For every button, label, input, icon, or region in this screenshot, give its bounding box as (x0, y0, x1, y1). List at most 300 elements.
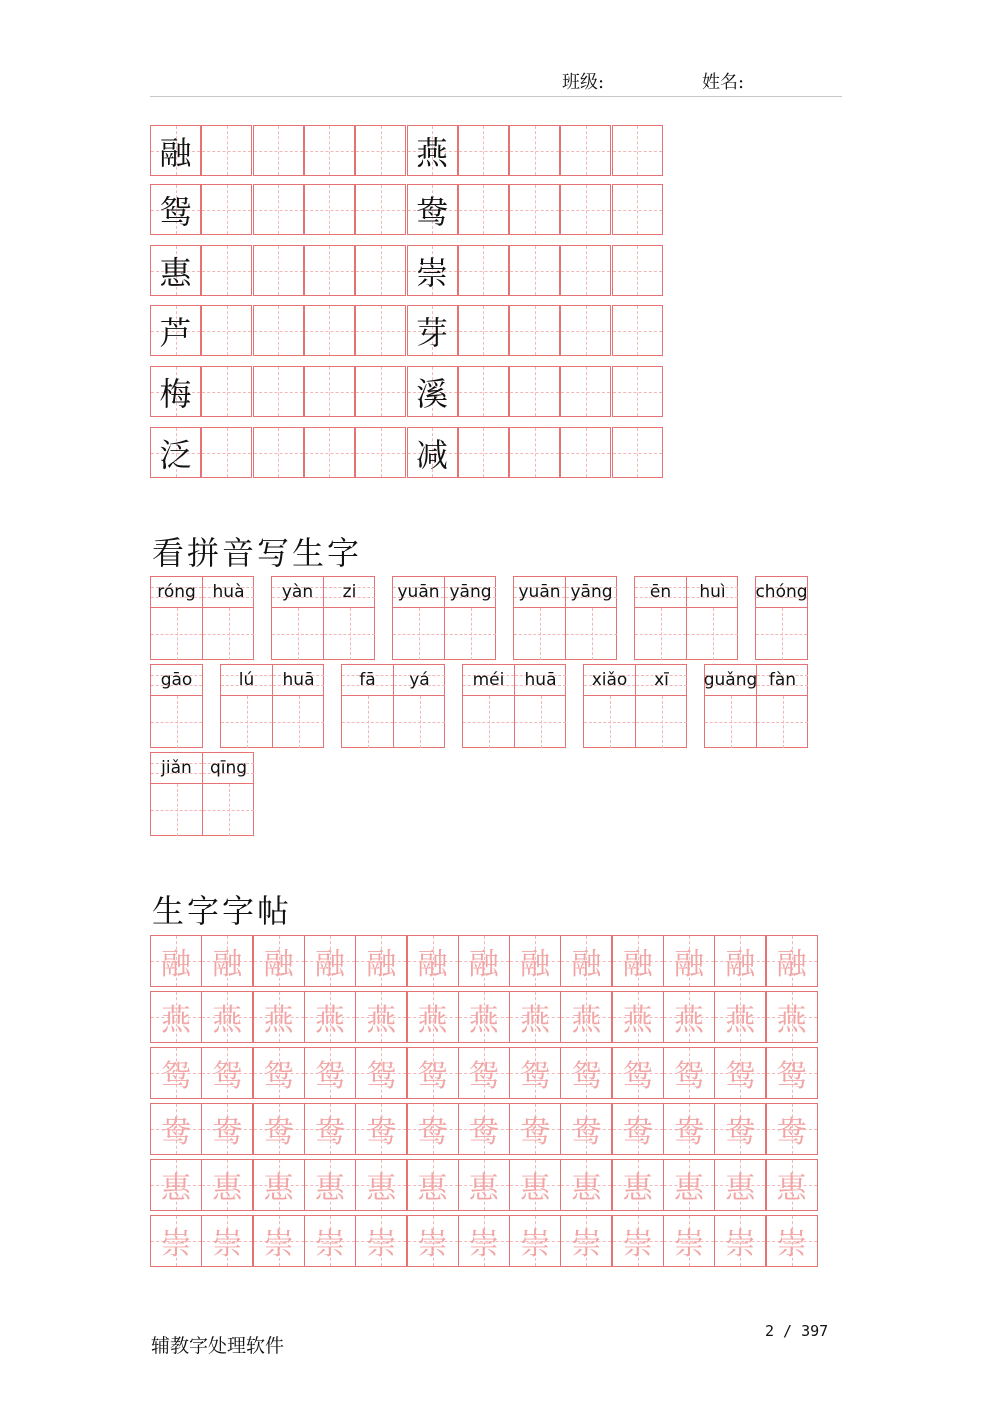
tracing-character: 鸯 (468, 1115, 499, 1150)
pinyin-group (392, 576, 496, 660)
tracing-character: 鸳 (263, 1059, 294, 1094)
writing-cell[interactable] (253, 184, 304, 235)
writing-cell[interactable] (355, 184, 406, 235)
tracing-cell[interactable] (612, 1159, 664, 1211)
pinyin-syllable: yuān (518, 582, 561, 602)
pinyin-group (704, 664, 808, 748)
tracing-character: 融 (520, 947, 551, 982)
grid-row (150, 305, 663, 356)
tracing-character: 鸯 (212, 1115, 243, 1150)
writing-cell[interactable] (560, 427, 611, 478)
tracing-character: 鸯 (417, 1115, 448, 1150)
tracing-cell[interactable] (458, 935, 510, 987)
answer-writing-cell[interactable] (566, 607, 617, 660)
pinyin-unit (202, 577, 254, 659)
tracing-character: 鸯 (776, 1115, 807, 1150)
tracing-cell[interactable] (509, 1103, 561, 1155)
model-character: 崇 (415, 253, 448, 292)
tracing-row (150, 1103, 817, 1155)
pinyin-section-title: 看拼音写生字 (152, 534, 363, 572)
tracing-character: 惠 (212, 1171, 243, 1206)
writing-cell[interactable] (458, 245, 509, 296)
tracing-character: 惠 (314, 1171, 345, 1206)
model-character: 芽 (415, 313, 448, 352)
tracing-cell[interactable] (201, 1047, 253, 1099)
tracing-cell[interactable] (766, 1103, 818, 1155)
tracing-cell[interactable] (612, 1215, 664, 1267)
writing-cell[interactable] (253, 125, 304, 176)
tracing-cell[interactable] (663, 991, 715, 1043)
pinyin-unit (272, 665, 324, 747)
pinyin-syllable: jiǎn (161, 758, 192, 778)
tracing-cell[interactable] (407, 1047, 459, 1099)
writing-cell[interactable] (560, 245, 611, 296)
tracing-character: 鸳 (776, 1059, 807, 1094)
tracing-row (150, 1215, 817, 1267)
tracing-character: 崇 (776, 1227, 807, 1262)
model-character-cell (150, 184, 201, 235)
tracing-character: 崇 (725, 1227, 756, 1262)
model-character: 减 (415, 435, 448, 474)
pinyin-unit (151, 753, 202, 835)
writing-cell[interactable] (612, 245, 663, 296)
pinyin-unit (272, 577, 323, 659)
pinyin-group (634, 576, 738, 660)
tracing-cell[interactable] (458, 1215, 510, 1267)
tracing-cell[interactable] (458, 1103, 510, 1155)
tracing-character: 融 (674, 947, 704, 982)
tracing-character: 惠 (366, 1171, 397, 1206)
model-character-cell (150, 305, 201, 356)
tracing-cell[interactable] (201, 1103, 253, 1155)
writing-cell[interactable] (304, 427, 355, 478)
tracing-cell[interactable] (355, 1159, 407, 1211)
tracing-character: 燕 (776, 1003, 807, 1038)
tracing-character: 融 (468, 947, 499, 982)
pinyin-unit (756, 665, 808, 747)
tracing-cell[interactable] (201, 991, 253, 1043)
pinyin-syllable: huì (699, 582, 726, 602)
tracing-character: 鸯 (263, 1115, 294, 1150)
tracing-cell[interactable] (253, 1159, 305, 1211)
pinyin-group (583, 664, 687, 748)
writing-cell[interactable] (509, 184, 560, 235)
tracing-character: 鸳 (161, 1059, 191, 1094)
model-character-cell (150, 245, 201, 296)
tracing-character: 鸯 (314, 1115, 345, 1150)
tracing-cell[interactable] (509, 1215, 561, 1267)
answer-writing-cell[interactable] (151, 783, 202, 836)
writing-cell[interactable] (612, 305, 663, 356)
tracing-character: 鸳 (212, 1059, 243, 1094)
writing-cell[interactable] (253, 427, 304, 478)
tracing-cell[interactable] (355, 1047, 407, 1099)
tracing-character: 鸯 (674, 1115, 704, 1150)
writing-cell[interactable] (560, 305, 611, 356)
writing-cell[interactable] (304, 184, 355, 235)
pinyin-unit (323, 577, 375, 659)
pinyin-unit (151, 665, 202, 747)
tracing-character: 崇 (366, 1227, 397, 1262)
pinyin-unit (635, 665, 687, 747)
tracing-cell[interactable] (150, 991, 202, 1043)
writing-cell[interactable] (612, 184, 663, 235)
pinyin-syllable: huà (212, 582, 245, 602)
tracing-character: 融 (417, 947, 448, 982)
tracing-character: 鸳 (622, 1059, 653, 1094)
tracing-character: 惠 (571, 1171, 602, 1206)
tracing-character: 燕 (314, 1003, 345, 1038)
tracing-character: 鸳 (314, 1059, 345, 1094)
tracing-cell[interactable] (355, 1103, 407, 1155)
answer-writing-cell[interactable] (151, 607, 202, 660)
tracing-cell[interactable] (560, 1215, 612, 1267)
tracing-cell[interactable] (766, 991, 818, 1043)
tracing-character: 鸯 (161, 1115, 191, 1150)
tracing-cell[interactable] (714, 1159, 766, 1211)
name-label: 姓名: (702, 72, 745, 93)
tracing-character: 燕 (622, 1003, 653, 1038)
tracing-character: 燕 (366, 1003, 397, 1038)
pinyin-syllable: guǎng (703, 670, 758, 690)
pinyin-syllable: fā (359, 670, 376, 690)
tracing-cell[interactable] (663, 935, 715, 987)
model-character-cell (150, 427, 201, 478)
writing-cell[interactable] (355, 366, 406, 417)
writing-cell[interactable] (304, 245, 355, 296)
pinyin-unit (202, 753, 254, 835)
writing-cell[interactable] (560, 366, 611, 417)
model-character: 鸯 (415, 192, 448, 231)
copybook-section-title: 生字字帖 (152, 892, 293, 930)
tracing-cell[interactable] (663, 1215, 715, 1267)
tracing-cell[interactable] (714, 1215, 766, 1267)
pinyin-syllable: ēn (649, 582, 672, 602)
tracing-cell[interactable] (355, 991, 407, 1043)
tracing-character: 鸯 (622, 1115, 653, 1150)
tracing-character: 鸳 (468, 1059, 499, 1094)
tracing-cell[interactable] (663, 1047, 715, 1099)
tracing-cell[interactable] (201, 1215, 253, 1267)
writing-cell[interactable] (201, 245, 252, 296)
tracing-cell[interactable] (714, 991, 766, 1043)
tracing-character: 鸯 (725, 1115, 756, 1150)
tracing-character: 融 (622, 947, 653, 982)
pinyin-syllable: xiǎo (591, 670, 628, 690)
writing-cell[interactable] (355, 125, 406, 176)
tracing-character: 燕 (571, 1003, 602, 1038)
tracing-character: 燕 (674, 1003, 704, 1038)
tracing-cell[interactable] (663, 1103, 715, 1155)
tracing-cell[interactable] (612, 935, 664, 987)
pinyin-unit (393, 577, 444, 659)
tracing-character: 融 (725, 947, 756, 982)
pinyin-syllable: yāng (570, 582, 613, 602)
tracing-character: 崇 (263, 1227, 294, 1262)
writing-cell[interactable] (355, 305, 406, 356)
answer-writing-cell[interactable] (151, 695, 202, 748)
tracing-cell[interactable] (612, 1047, 664, 1099)
tracing-cell[interactable] (560, 1103, 612, 1155)
tracing-character: 惠 (161, 1171, 191, 1206)
writing-cell[interactable] (355, 245, 406, 296)
tracing-cell[interactable] (355, 935, 407, 987)
pinyin-unit (393, 665, 445, 747)
model-character: 泛 (159, 435, 192, 474)
tracing-cell[interactable] (407, 935, 459, 987)
tracing-character: 惠 (725, 1171, 756, 1206)
tracing-cell[interactable] (201, 935, 253, 987)
tracing-character: 崇 (571, 1227, 602, 1262)
tracing-character: 惠 (776, 1171, 807, 1206)
pinyin-syllable: huā (282, 670, 315, 690)
grid-row (150, 366, 663, 417)
tracing-cell[interactable] (663, 1159, 715, 1211)
pinyin-syllable: fàn (768, 670, 797, 690)
tracing-cell[interactable] (304, 935, 356, 987)
model-character-cell (150, 366, 201, 417)
answer-writing-cell[interactable] (463, 695, 514, 748)
tracing-cell[interactable] (714, 935, 766, 987)
tracing-cell[interactable] (766, 935, 818, 987)
pinyin-unit (756, 577, 807, 659)
tracing-character: 融 (314, 947, 345, 982)
tracing-cell[interactable] (458, 991, 510, 1043)
tracing-cell[interactable] (304, 1047, 356, 1099)
writing-cell[interactable] (201, 427, 252, 478)
answer-writing-cell[interactable] (757, 695, 808, 748)
answer-writing-cell[interactable] (635, 607, 686, 660)
pinyin-syllable: chóng (755, 582, 808, 602)
tracing-character: 鸯 (520, 1115, 551, 1150)
tracing-cell[interactable] (560, 935, 612, 987)
tracing-cell[interactable] (612, 991, 664, 1043)
pinyin-unit (635, 577, 686, 659)
writing-cell[interactable] (458, 125, 509, 176)
writing-cell[interactable] (509, 125, 560, 176)
pinyin-unit (221, 665, 272, 747)
writing-cell[interactable] (509, 245, 560, 296)
tracing-cell[interactable] (150, 935, 202, 987)
pinyin-group (220, 664, 324, 748)
answer-writing-cell[interactable] (272, 607, 323, 660)
writing-cell[interactable] (458, 184, 509, 235)
tracing-cell[interactable] (304, 1215, 356, 1267)
tracing-cell[interactable] (458, 1047, 510, 1099)
pinyin-syllable: yuān (397, 582, 440, 602)
tracing-cell[interactable] (458, 1159, 510, 1211)
answer-writing-cell[interactable] (514, 607, 565, 660)
tracing-cell[interactable] (407, 1215, 459, 1267)
tracing-cell[interactable] (253, 1103, 305, 1155)
tracing-character: 惠 (263, 1171, 294, 1206)
tracing-cell[interactable] (560, 991, 612, 1043)
pinyin-syllable: róng (157, 582, 196, 602)
answer-writing-cell[interactable] (221, 695, 272, 748)
tracing-cell[interactable] (766, 1159, 818, 1211)
pinyin-unit (463, 665, 514, 747)
answer-writing-cell[interactable] (203, 607, 254, 660)
grid-row (150, 184, 663, 235)
answer-writing-cell[interactable] (393, 607, 444, 660)
tracing-character: 鸳 (725, 1059, 756, 1094)
tracing-cell[interactable] (355, 1215, 407, 1267)
answer-writing-cell[interactable] (705, 695, 756, 748)
model-character: 鸳 (159, 192, 192, 231)
writing-cell[interactable] (201, 184, 252, 235)
tracing-character: 惠 (468, 1171, 499, 1206)
model-character: 芦 (159, 313, 192, 352)
tracing-cell[interactable] (509, 1047, 561, 1099)
grid-row (150, 427, 663, 478)
tracing-cell[interactable] (612, 1103, 664, 1155)
pinyin-unit (705, 665, 756, 747)
worksheet-header (150, 62, 842, 97)
writing-cell[interactable] (253, 366, 304, 417)
tracing-cell[interactable] (150, 1215, 202, 1267)
pinyin-syllable: lú (238, 670, 255, 690)
grid-row (150, 245, 663, 296)
page-number: 2 / 397 (765, 1322, 829, 1340)
pinyin-syllable: huā (524, 670, 557, 690)
tracing-cell[interactable] (509, 991, 561, 1043)
tracing-character: 燕 (263, 1003, 294, 1038)
model-character-cell (150, 125, 201, 176)
tracing-character: 崇 (622, 1227, 653, 1262)
writing-cell[interactable] (355, 427, 406, 478)
tracing-character: 崇 (674, 1227, 704, 1262)
tracing-cell[interactable] (509, 935, 561, 987)
model-character: 燕 (415, 133, 448, 172)
writing-cell[interactable] (458, 366, 509, 417)
tracing-cell[interactable] (304, 1103, 356, 1155)
pinyin-group (150, 664, 203, 748)
pinyin-syllable: méi (472, 670, 505, 690)
pinyin-group (150, 752, 254, 836)
pinyin-syllable: yāng (449, 582, 492, 602)
writing-cell[interactable] (612, 366, 663, 417)
tracing-cell[interactable] (304, 1159, 356, 1211)
pinyin-unit (151, 577, 202, 659)
answer-writing-cell[interactable] (756, 607, 807, 660)
answer-writing-cell[interactable] (687, 607, 738, 660)
writing-cell[interactable] (253, 305, 304, 356)
class-label: 班级: (562, 72, 605, 93)
tracing-cell[interactable] (253, 935, 305, 987)
tracing-cell[interactable] (253, 1047, 305, 1099)
writing-cell[interactable] (458, 427, 509, 478)
tracing-character: 惠 (674, 1171, 704, 1206)
answer-writing-cell[interactable] (203, 783, 254, 836)
answer-writing-cell[interactable] (445, 607, 496, 660)
tracing-cell[interactable] (766, 1215, 818, 1267)
answer-writing-cell[interactable] (636, 695, 687, 748)
tracing-cell[interactable] (150, 1103, 202, 1155)
pinyin-syllable: xī (654, 670, 669, 690)
tracing-character: 惠 (417, 1171, 448, 1206)
tracing-cell[interactable] (150, 1159, 202, 1211)
tracing-character: 鸳 (417, 1059, 448, 1094)
tracing-character: 融 (571, 947, 602, 982)
tracing-row (150, 935, 817, 987)
tracing-cell[interactable] (253, 991, 305, 1043)
writing-cell[interactable] (612, 427, 663, 478)
answer-writing-cell[interactable] (273, 695, 324, 748)
tracing-character: 融 (161, 947, 191, 982)
tracing-character: 融 (776, 947, 807, 982)
tracing-cell[interactable] (560, 1047, 612, 1099)
tracing-row (150, 991, 817, 1043)
model-character-cell (407, 427, 458, 478)
pinyin-group (341, 664, 445, 748)
tracing-cell[interactable] (509, 1159, 561, 1211)
writing-cell[interactable] (304, 366, 355, 417)
pinyin-unit (444, 577, 496, 659)
writing-cell[interactable] (509, 305, 560, 356)
model-character-cell (407, 125, 458, 176)
tracing-character: 崇 (212, 1227, 243, 1262)
answer-writing-cell[interactable] (324, 607, 375, 660)
tracing-character: 惠 (520, 1171, 551, 1206)
writing-cell[interactable] (612, 125, 663, 176)
tracing-cell[interactable] (714, 1047, 766, 1099)
writing-cell[interactable] (201, 366, 252, 417)
writing-cell[interactable] (509, 366, 560, 417)
pinyin-unit (514, 665, 566, 747)
tracing-character: 融 (366, 947, 397, 982)
model-character: 梅 (159, 374, 192, 413)
pinyin-group (271, 576, 375, 660)
tracing-character: 燕 (212, 1003, 243, 1038)
tracing-cell[interactable] (150, 1047, 202, 1099)
writing-cell[interactable] (509, 427, 560, 478)
pinyin-syllable: gāo (160, 670, 193, 690)
model-character: 溪 (415, 374, 448, 413)
tracing-character: 崇 (417, 1227, 448, 1262)
tracing-cell[interactable] (714, 1103, 766, 1155)
tracing-cell[interactable] (560, 1159, 612, 1211)
answer-writing-cell[interactable] (342, 695, 393, 748)
writing-cell[interactable] (253, 245, 304, 296)
writing-cell[interactable] (201, 305, 252, 356)
model-character: 融 (159, 133, 192, 172)
tracing-cell[interactable] (407, 1159, 459, 1211)
tracing-cell[interactable] (304, 991, 356, 1043)
writing-cell[interactable] (304, 125, 355, 176)
answer-writing-cell[interactable] (394, 695, 445, 748)
writing-cell[interactable] (560, 125, 611, 176)
writing-cell[interactable] (304, 305, 355, 356)
pinyin-unit (565, 577, 617, 659)
tracing-cell[interactable] (201, 1159, 253, 1211)
tracing-cell[interactable] (253, 1215, 305, 1267)
pinyin-unit (342, 665, 393, 747)
pinyin-syllable: zi (342, 582, 357, 602)
answer-writing-cell[interactable] (515, 695, 566, 748)
tracing-character: 燕 (161, 1003, 191, 1038)
writing-cell[interactable] (560, 184, 611, 235)
tracing-character: 崇 (161, 1227, 191, 1262)
tracing-cell[interactable] (766, 1047, 818, 1099)
tracing-cell[interactable] (407, 1103, 459, 1155)
model-character-cell (407, 245, 458, 296)
tracing-character: 崇 (520, 1227, 551, 1262)
pinyin-group (462, 664, 566, 748)
writing-cell[interactable] (458, 305, 509, 356)
writing-cell[interactable] (201, 125, 252, 176)
tracing-cell[interactable] (407, 991, 459, 1043)
answer-writing-cell[interactable] (584, 695, 635, 748)
